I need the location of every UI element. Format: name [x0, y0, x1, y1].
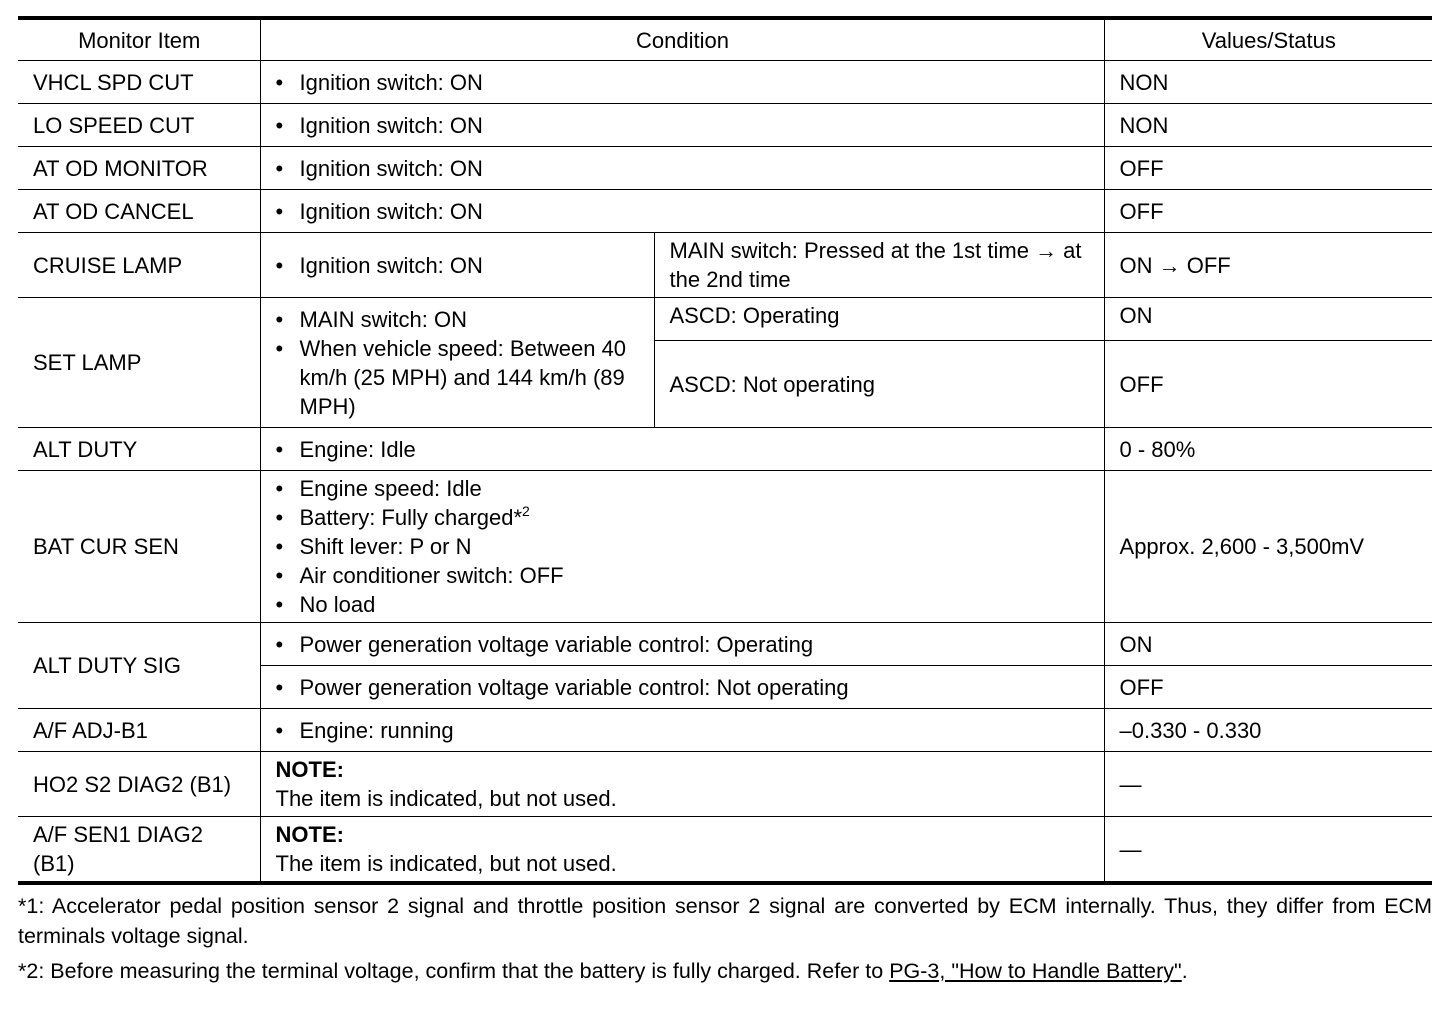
monitor-item-cell: AT OD MONITOR	[18, 147, 260, 190]
table-row	[18, 233, 1432, 298]
battery-handling-link[interactable]: PG-3, "How to Handle Battery"	[889, 959, 1182, 983]
footnote-2-text: *2: Before measuring the terminal voltage, confirm that the battery is fully charged. Refer to	[18, 959, 890, 983]
footnote-1: *1: Accelerator pedal position sensor 2 signal and throttle position sensor 2 signal are converted by ECM internally. Thus, they differ from ECM terminals voltage signal.	[18, 894, 1432, 948]
monitor-item-cell: CRUISE LAMP	[18, 233, 260, 298]
condition-cell	[260, 147, 1104, 190]
monitor-item-cell: ALT DUTY	[18, 428, 260, 471]
value-cell: OFF	[1104, 147, 1432, 190]
note-label: NOTE:	[275, 822, 344, 847]
value-cell: OFF	[1104, 190, 1432, 233]
footnote-ref: 2	[522, 503, 530, 519]
monitor-item-cell: VHCL SPD CUT	[18, 61, 260, 104]
sub-condition-cell: ASCD: Not operating	[654, 341, 1104, 428]
note-text: The item is indicated, but not used.	[275, 786, 617, 811]
monitor-item-cell: A/F SEN1 DIAG2 (B1)	[18, 817, 260, 884]
monitor-item-cell: LO SPEED CUT	[18, 104, 260, 147]
table-row	[18, 104, 1432, 147]
sub-condition-cell: ASCD: Operating	[654, 298, 1104, 341]
condition-bullet: • Ignition switch: ON	[276, 111, 1090, 140]
value-cell: –0.330 - 0.330	[1104, 709, 1432, 752]
table-row	[18, 298, 1432, 341]
header-values-status: Values/Status	[1104, 18, 1432, 61]
value-cell: —	[1104, 817, 1432, 884]
table-row	[18, 471, 1432, 623]
table-row	[18, 428, 1432, 471]
note-label: NOTE:	[275, 757, 344, 782]
table-row	[18, 709, 1432, 752]
value-cell: OFF	[1104, 341, 1432, 428]
monitor-table-section	[18, 16, 1432, 991]
note-text: The item is indicated, but not used.	[275, 851, 617, 876]
condition-bullet: • Ignition switch: ON	[276, 154, 1090, 183]
table-header-row	[18, 18, 1432, 61]
table-row	[18, 190, 1432, 233]
condition-bullet: • Air conditioner switch: OFF	[276, 561, 1090, 590]
value-cell: NON	[1104, 104, 1432, 147]
monitor-item-cell: AT OD CANCEL	[18, 190, 260, 233]
value-cell: Approx. 2,600 - 3,500mV	[1104, 471, 1432, 623]
condition-cell	[260, 752, 1104, 817]
header-condition: Condition	[260, 18, 1104, 61]
value-cell: —	[1104, 752, 1432, 817]
monitor-item-cell: ALT DUTY SIG	[18, 623, 260, 709]
condition-bullet: • Engine: Idle	[276, 435, 1090, 464]
value-cell: OFF	[1104, 666, 1432, 709]
condition-cell	[260, 190, 1104, 233]
monitor-table	[18, 16, 1432, 885]
condition-bullet: • No load	[276, 590, 1090, 619]
condition-cell	[260, 104, 1104, 147]
condition-bullet: • Ignition switch: ON	[276, 68, 1090, 97]
monitor-item-cell: SET LAMP	[18, 298, 260, 428]
condition-cell	[260, 709, 1104, 752]
condition-bullet: • MAIN switch: ON	[276, 305, 640, 334]
condition-cell	[260, 471, 1104, 623]
footnote-2	[18, 956, 1432, 986]
table-row	[18, 61, 1432, 104]
value-cell: NON	[1104, 61, 1432, 104]
monitor-item-cell: A/F ADJ-B1	[18, 709, 260, 752]
condition-cell	[260, 428, 1104, 471]
value-cell: ON	[1104, 298, 1432, 341]
value-cell: ON → OFF	[1104, 233, 1432, 298]
monitor-item-cell: HO2 S2 DIAG2 (B1)	[18, 752, 260, 817]
condition-cell	[260, 298, 654, 428]
condition-bullet: • Shift lever: P or N	[276, 532, 1090, 561]
sub-condition-cell: MAIN switch: Pressed at the 1st time → at the 2nd time	[654, 233, 1104, 298]
footnotes	[18, 891, 1432, 986]
table-row	[18, 147, 1432, 190]
condition-bullet: • Power generation voltage variable control: Operating	[276, 630, 1090, 659]
condition-bullet: • When vehicle speed: Between 40 km/h (25 MPH) and 144 km/h (89 MPH)	[276, 334, 640, 421]
condition-cell	[260, 61, 1104, 104]
condition-bullet: • Power generation voltage variable control: Not operating	[276, 673, 1090, 702]
condition-bullet: • Ignition switch: ON	[276, 197, 1090, 226]
monitor-item-cell: BAT CUR SEN	[18, 471, 260, 623]
condition-bullet: • Ignition switch: ON	[276, 251, 640, 280]
condition-cell	[260, 623, 1104, 666]
condition-text: Battery: Fully charged*	[299, 505, 523, 530]
header-monitor-item: Monitor Item	[18, 18, 260, 61]
value-cell: 0 - 80%	[1104, 428, 1432, 471]
table-row	[18, 623, 1432, 666]
condition-cell	[260, 817, 1104, 884]
table-row	[18, 752, 1432, 817]
condition-cell	[260, 233, 654, 298]
condition-bullet: • Engine speed: Idle	[276, 474, 1090, 503]
footnote-2-end: .	[1181, 959, 1188, 983]
condition-bullet: • Engine: running	[276, 716, 1090, 745]
condition-bullet	[276, 503, 1090, 532]
condition-cell	[260, 666, 1104, 709]
table-row	[18, 817, 1432, 884]
value-cell: ON	[1104, 623, 1432, 666]
